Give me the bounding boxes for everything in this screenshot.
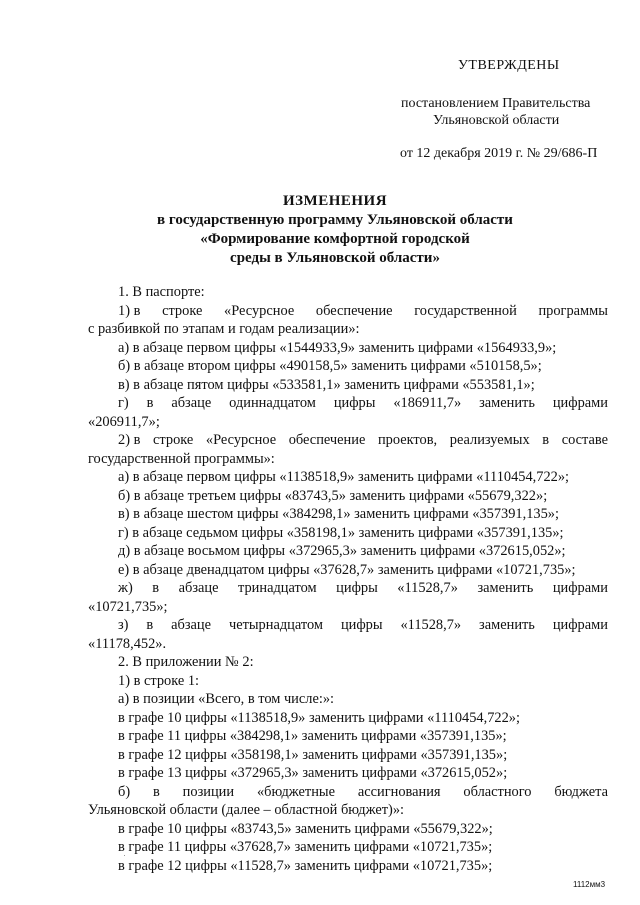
word: составе (561, 432, 608, 448)
body-line: в графе 12 цифры «358198,1» заменить цифрами «357391,135»; (118, 746, 508, 763)
heading-line-3: среды в Ульяновской области» (230, 250, 440, 266)
heading-line-2: «Формирование комфортной городской (200, 231, 470, 247)
word: позиции (182, 783, 235, 800)
word: цифрами (552, 617, 608, 633)
body-line: д) в абзаце восьмом цифры «372965,3» заменить цифрами «372615,052»; (118, 543, 566, 559)
word: ассигнования (357, 783, 441, 800)
word: ж) (118, 580, 133, 596)
body-line: г) в абзаце седьмом цифры «358198,1» заменить цифрами «357391,135»; (118, 524, 564, 541)
body-line: с разбивкой по этапам и годам реализации»: (88, 321, 360, 337)
body-line: б) в абзаце втором цифры «490158,5» заменить цифрами «510158,5»; (118, 358, 542, 374)
body-line: «10721,735»; (88, 598, 168, 615)
word: тринадцатом (238, 580, 317, 596)
word: цифрами (552, 580, 608, 596)
document-body (88, 283, 608, 875)
word: «бюджетные (256, 783, 335, 800)
word: в (146, 395, 154, 411)
word: строке (162, 302, 203, 319)
body-line: а) в позиции «Всего, в том числе:»: (118, 691, 335, 707)
body-line: государственной программы»: (88, 450, 275, 467)
body-line-justified (118, 616, 608, 635)
word: «11528,7» (397, 580, 458, 596)
word: цифры (333, 395, 376, 411)
body-line-justified (118, 783, 608, 802)
word: «Ресурсное (205, 432, 277, 448)
word: абзаце (171, 617, 212, 633)
word: обеспечение (288, 432, 366, 448)
word: заменить (479, 395, 535, 411)
word: «11528,7» (400, 617, 462, 633)
approval-line-1: постановлением Правительства (401, 96, 591, 111)
body-line: 1) в строке 1: (118, 672, 200, 689)
word: реализуемых (449, 432, 530, 448)
word: б) (118, 783, 131, 800)
word: одиннадцатом (229, 395, 316, 411)
body-line: б) в абзаце третьем цифры «83743,5» заменить цифрами «55679,322»; (118, 487, 548, 504)
word: программы (538, 302, 608, 319)
word: в (146, 617, 154, 633)
body-line: в графе 11 цифры «37628,7» заменить цифрами «10721,735»; (118, 839, 493, 855)
heading-title: ИЗМЕНЕНИЯ (282, 193, 388, 209)
word: проектов, (377, 432, 438, 448)
heading-line-1: в государственную программу Ульяновской области (157, 212, 513, 228)
word: г) (118, 395, 129, 411)
page-code: 1112мм3 (573, 880, 606, 889)
body-line-justified (118, 431, 608, 450)
word: четырнадцатом (228, 617, 323, 633)
word: в (152, 580, 160, 596)
word: 1) в (118, 302, 141, 319)
body-line-justified (118, 579, 608, 598)
word: заменить (477, 580, 534, 596)
body-line: а) в абзаце первом цифры «1138518,9» заменить цифрами «1110454,722»; (118, 469, 570, 485)
word: бюджета (554, 783, 608, 800)
word: з) (118, 617, 129, 633)
approval-date: от 12 декабря 2019 г. № 29/686-П (400, 146, 598, 161)
word: строке (153, 432, 194, 448)
word: цифрами (552, 395, 608, 411)
body-line: в графе 13 цифры «372965,3» заменить цифрами «372615,052»; (118, 765, 508, 781)
body-line: в графе 10 цифры «83743,5» заменить цифрами «55679,322»; (118, 820, 493, 837)
body-line: 2. В приложении № 2: (118, 654, 254, 670)
scan-speck (124, 855, 125, 856)
word: в (153, 783, 160, 800)
body-line: в) в абзаце пятом цифры «533581,1» заменить цифрами «553581,1»; (118, 376, 535, 393)
word: абзаце (178, 580, 219, 596)
word: цифры (340, 617, 383, 633)
body-line: «11178,452». (88, 635, 167, 652)
word: обеспечение (315, 302, 393, 319)
document-heading (0, 192, 640, 268)
body-line: в графе 10 цифры «1138518,9» заменить цифрами «1110454,722»; (118, 709, 520, 726)
body-line-justified (118, 394, 608, 413)
body-line: е) в абзаце двенадцатом цифры «37628,7» заменить цифрами «10721,735»; (118, 561, 576, 578)
body-line: 1. В паспорте: (118, 284, 205, 300)
word: в (542, 432, 550, 448)
word: «186911,7» (393, 395, 462, 411)
body-line: в графе 12 цифры «11528,7» заменить цифрами «10721,735»; (118, 857, 493, 874)
approval-line-2: Ульяновской области (433, 113, 560, 128)
body-line: Ульяновской области (далее – областной бюджет)»: (88, 802, 405, 818)
word: абзаце (171, 395, 212, 411)
approval-title: УТВЕРЖДЕНЫ (458, 58, 560, 73)
word: цифры (336, 580, 378, 596)
word: областного (463, 783, 532, 800)
body-line-justified (118, 302, 608, 321)
body-line: а) в абзаце первом цифры «1544933,9» заменить цифрами «1564933,9»; (118, 339, 557, 356)
body-line: в графе 11 цифры «384298,1» заменить цифрами «357391,135»; (118, 728, 507, 744)
body-line: «206911,7»; (88, 413, 160, 430)
word: государственной (414, 302, 517, 319)
word: заменить (479, 617, 535, 633)
word: «Ресурсное (224, 302, 295, 319)
word: 2) в (118, 432, 141, 448)
body-line: в) в абзаце шестом цифры «384298,1» заменить цифрами «357391,135»; (118, 506, 560, 522)
